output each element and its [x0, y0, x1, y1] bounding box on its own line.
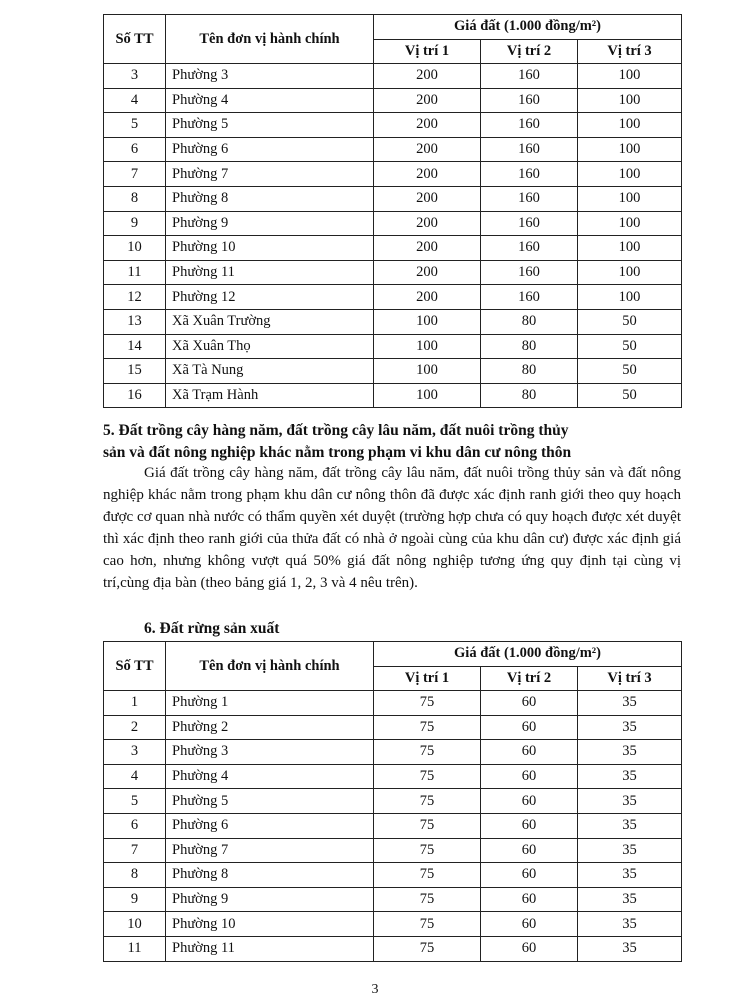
cell-pos2: 80	[481, 359, 578, 384]
cell-name: Xã Xuân Trường	[166, 309, 374, 334]
cell-stt: 5	[104, 789, 166, 814]
cell-name: Phường 9	[166, 211, 374, 236]
table-row	[104, 936, 682, 961]
cell-name: Phường 6	[166, 137, 374, 162]
cell-pos3: 35	[578, 936, 682, 961]
cell-pos1: 100	[374, 359, 481, 384]
section-6-heading: 6. Đất rừng sản xuất	[144, 620, 280, 637]
cell-stt: 8	[104, 186, 166, 211]
cell-name: Phường 3	[166, 64, 374, 89]
cell-pos1: 100	[374, 383, 481, 408]
header-stt: Số TT	[104, 642, 166, 691]
cell-stt: 5	[104, 113, 166, 138]
cell-pos2: 60	[481, 813, 578, 838]
cell-stt: 11	[104, 260, 166, 285]
cell-pos1: 200	[374, 260, 481, 285]
table-row	[104, 789, 682, 814]
cell-stt: 6	[104, 137, 166, 162]
cell-pos1: 200	[374, 64, 481, 89]
cell-stt: 3	[104, 64, 166, 89]
cell-pos2: 160	[481, 162, 578, 187]
cell-name: Phường 9	[166, 887, 374, 912]
cell-pos3: 100	[578, 285, 682, 310]
cell-pos3: 50	[578, 359, 682, 384]
header-price-group: Giá đất (1.000 đồng/m²)	[374, 642, 682, 667]
cell-pos3: 50	[578, 334, 682, 359]
cell-pos1: 75	[374, 838, 481, 863]
cell-pos3: 100	[578, 236, 682, 261]
cell-pos1: 75	[374, 691, 481, 716]
cell-pos1: 200	[374, 113, 481, 138]
cell-pos2: 80	[481, 334, 578, 359]
cell-stt: 11	[104, 936, 166, 961]
table-row	[104, 113, 682, 138]
cell-name: Phường 5	[166, 113, 374, 138]
table-row	[104, 236, 682, 261]
cell-name: Phường 4	[166, 764, 374, 789]
cell-stt: 12	[104, 285, 166, 310]
cell-pos2: 60	[481, 764, 578, 789]
cell-pos2: 160	[481, 64, 578, 89]
cell-pos3: 100	[578, 64, 682, 89]
header-price-group: Giá đất (1.000 đồng/m²)	[374, 15, 682, 40]
cell-stt: 10	[104, 912, 166, 937]
table-row	[104, 359, 682, 384]
cell-stt: 14	[104, 334, 166, 359]
table-row	[104, 838, 682, 863]
cell-pos1: 100	[374, 309, 481, 334]
cell-stt: 8	[104, 863, 166, 888]
cell-pos2: 60	[481, 936, 578, 961]
cell-stt: 13	[104, 309, 166, 334]
cell-pos2: 160	[481, 137, 578, 162]
cell-pos2: 60	[481, 863, 578, 888]
cell-pos1: 200	[374, 88, 481, 113]
table-row	[104, 740, 682, 765]
cell-name: Xã Xuân Thọ	[166, 334, 374, 359]
section-5-heading	[103, 420, 703, 464]
cell-name: Phường 7	[166, 162, 374, 187]
cell-pos3: 100	[578, 211, 682, 236]
cell-pos2: 60	[481, 912, 578, 937]
table-row	[104, 813, 682, 838]
land-price-table-1	[103, 14, 682, 408]
section-5-heading-line1: 5. Đất trồng cây hàng năm, đất trồng cây lâu năm, đất nuôi trồng thủy	[103, 422, 569, 439]
cell-stt: 6	[104, 813, 166, 838]
cell-pos1: 75	[374, 813, 481, 838]
cell-name: Phường 10	[166, 912, 374, 937]
cell-name: Phường 6	[166, 813, 374, 838]
cell-name: Phường 12	[166, 285, 374, 310]
header-pos1: Vị trí 1	[374, 666, 481, 691]
table-row	[104, 186, 682, 211]
cell-pos3: 35	[578, 715, 682, 740]
cell-stt: 7	[104, 838, 166, 863]
cell-stt: 4	[104, 764, 166, 789]
cell-stt: 10	[104, 236, 166, 261]
table-row	[104, 715, 682, 740]
cell-pos2: 160	[481, 88, 578, 113]
cell-pos2: 160	[481, 186, 578, 211]
header-pos3: Vị trí 3	[578, 666, 682, 691]
page-number: 3	[371, 982, 379, 997]
cell-pos2: 160	[481, 113, 578, 138]
cell-stt: 3	[104, 740, 166, 765]
cell-pos1: 75	[374, 936, 481, 961]
cell-name: Xã Trạm Hành	[166, 383, 374, 408]
table-row	[104, 383, 682, 408]
cell-pos2: 160	[481, 260, 578, 285]
cell-pos3: 35	[578, 813, 682, 838]
cell-pos2: 60	[481, 740, 578, 765]
land-price-table-2	[103, 641, 682, 962]
cell-pos1: 75	[374, 764, 481, 789]
cell-pos1: 75	[374, 740, 481, 765]
cell-stt: 2	[104, 715, 166, 740]
cell-pos3: 100	[578, 162, 682, 187]
section-5-heading-line2: sản và đất nông nghiệp khác nằm trong phạm vi khu dân cư nông thôn	[103, 444, 572, 461]
cell-pos2: 60	[481, 715, 578, 740]
cell-pos3: 35	[578, 912, 682, 937]
cell-pos1: 200	[374, 211, 481, 236]
cell-pos3: 100	[578, 260, 682, 285]
cell-pos3: 35	[578, 764, 682, 789]
cell-pos1: 75	[374, 863, 481, 888]
cell-pos2: 80	[481, 309, 578, 334]
cell-name: Phường 3	[166, 740, 374, 765]
cell-stt: 4	[104, 88, 166, 113]
header-stt: Số TT	[104, 15, 166, 64]
cell-pos2: 60	[481, 691, 578, 716]
section-5-paragraph: Giá đất trồng cây hàng năm, đất trồng cây lâu năm, đất nuôi trồng thủy sản và đất nông nghiệp khác nằm trong phạm khu dân cư nông thôn đã được xác định ranh giới theo quy hoạch được cơ quan nhà nước có thẩm quyền xét duyệt (trường hợp chưa có quy hoạch được xét duyệt thì xác định theo ranh giới của thửa đất có nhà ở ngoài cùng của khu dân cư) được xác định giá cao hơn, nhưng không vượt quá 50% giá đất nông nghiệp tương ứng quy định tại cùng vị trí,cùng địa bàn (theo bảng giá 1, 2, 3 và 4 nêu trên).	[103, 465, 681, 591]
cell-stt: 1	[104, 691, 166, 716]
table-row	[104, 137, 682, 162]
cell-name: Phường 4	[166, 88, 374, 113]
cell-pos3: 100	[578, 186, 682, 211]
cell-name: Phường 1	[166, 691, 374, 716]
table-row	[104, 64, 682, 89]
cell-name: Phường 11	[166, 260, 374, 285]
cell-name: Phường 7	[166, 838, 374, 863]
cell-stt: 16	[104, 383, 166, 408]
cell-pos2: 60	[481, 789, 578, 814]
table-row	[104, 912, 682, 937]
cell-pos1: 75	[374, 887, 481, 912]
cell-name: Phường 5	[166, 789, 374, 814]
cell-pos1: 100	[374, 334, 481, 359]
cell-pos1: 75	[374, 912, 481, 937]
cell-pos2: 60	[481, 887, 578, 912]
cell-pos1: 75	[374, 789, 481, 814]
cell-pos3: 35	[578, 789, 682, 814]
header-pos1: Vị trí 1	[374, 39, 481, 64]
table-row	[104, 887, 682, 912]
cell-pos3: 100	[578, 88, 682, 113]
table-row	[104, 334, 682, 359]
table-row	[104, 162, 682, 187]
table-row	[104, 285, 682, 310]
cell-pos1: 200	[374, 162, 481, 187]
cell-name: Xã Tà Nung	[166, 359, 374, 384]
cell-pos2: 60	[481, 838, 578, 863]
cell-pos2: 160	[481, 211, 578, 236]
cell-stt: 9	[104, 211, 166, 236]
cell-pos1: 75	[374, 715, 481, 740]
header-name: Tên đơn vị hành chính	[166, 15, 374, 64]
cell-pos3: 35	[578, 691, 682, 716]
cell-pos3: 50	[578, 309, 682, 334]
cell-pos2: 160	[481, 236, 578, 261]
cell-pos1: 200	[374, 137, 481, 162]
cell-pos3: 35	[578, 740, 682, 765]
header-name: Tên đơn vị hành chính	[166, 642, 374, 691]
cell-name: Phường 11	[166, 936, 374, 961]
cell-pos3: 35	[578, 863, 682, 888]
cell-pos2: 160	[481, 285, 578, 310]
cell-name: Phường 2	[166, 715, 374, 740]
cell-pos1: 200	[374, 186, 481, 211]
cell-pos3: 100	[578, 113, 682, 138]
table-row	[104, 863, 682, 888]
table-row	[104, 764, 682, 789]
cell-stt: 15	[104, 359, 166, 384]
table-row	[104, 260, 682, 285]
table-row	[104, 211, 682, 236]
cell-pos3: 50	[578, 383, 682, 408]
cell-stt: 9	[104, 887, 166, 912]
header-pos3: Vị trí 3	[578, 39, 682, 64]
cell-stt: 7	[104, 162, 166, 187]
table-row	[104, 309, 682, 334]
header-pos2: Vị trí 2	[481, 666, 578, 691]
cell-pos1: 200	[374, 285, 481, 310]
cell-pos2: 80	[481, 383, 578, 408]
cell-pos3: 35	[578, 838, 682, 863]
cell-name: Phường 10	[166, 236, 374, 261]
cell-pos3: 35	[578, 887, 682, 912]
header-pos2: Vị trí 2	[481, 39, 578, 64]
table-row	[104, 88, 682, 113]
cell-pos3: 100	[578, 137, 682, 162]
cell-name: Phường 8	[166, 186, 374, 211]
cell-pos1: 200	[374, 236, 481, 261]
table-row	[104, 691, 682, 716]
cell-name: Phường 8	[166, 863, 374, 888]
